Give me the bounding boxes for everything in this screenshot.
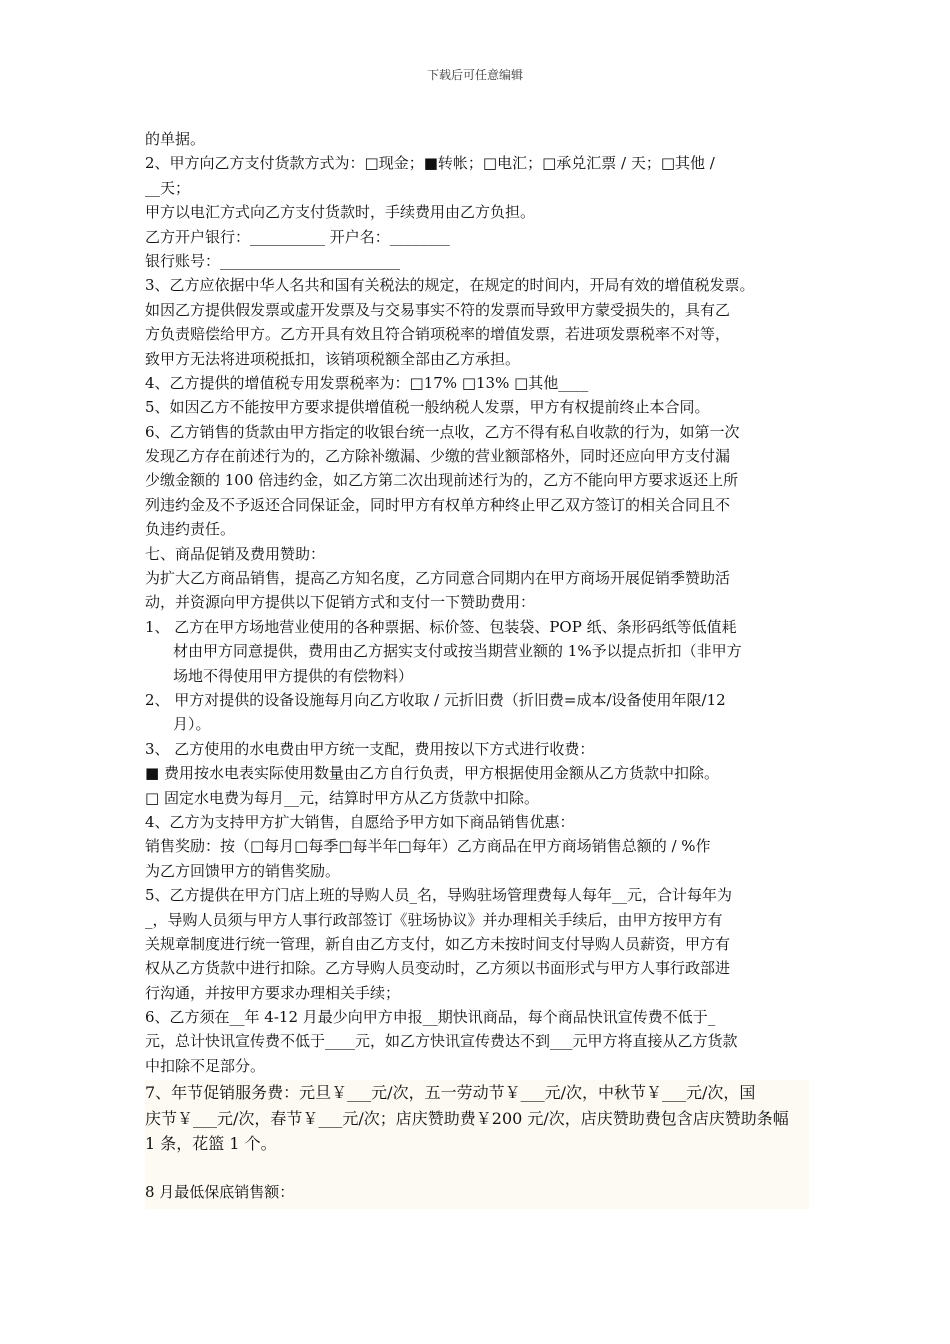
text-line: 1 条，花篮 1 个。 [145, 1134, 277, 1154]
contract-body [145, 127, 809, 1209]
text-line: 月）。 [173, 715, 211, 734]
text-line: 场地不得使用甲方提供的有偿物料） [173, 666, 414, 685]
text-line: 行沟通，并按甲方要求办理相关手续； [145, 983, 401, 1002]
text-line: 为乙方回馈甲方的销售奖励。 [145, 861, 341, 880]
holiday-promotion-section [145, 1080, 809, 1171]
text-line: 6、乙方须在__年 4-12 月最少向甲方申报__期快讯商品，每个商品快讯宣传费不低于_ [145, 1008, 716, 1027]
text-line: 负违约责任。 [145, 520, 236, 539]
text-line: 7、年节促销服务费：元旦￥___元/次，五一劳动节￥___元/次，中秋节￥___元/次，国 [145, 1083, 756, 1103]
text-line: 甲方以电汇方式向乙方支付货款时，手续费用由乙方负担。 [145, 203, 536, 222]
checkbox-line: ■ 费用按水电表实际使用数量由乙方自行负责，甲方根据使用金额从乙方货款中扣除。 [145, 764, 719, 783]
text-line: 元，总计快讯宣传费不低于____元，如乙方快讯宣传费达不到___元甲方将直接从乙方货款 [145, 1032, 738, 1051]
text-line: 动，并资源向甲方提供以下促销方式和支付一下赞助费用： [145, 593, 536, 612]
text-line: 5、乙方提供在甲方门店上班的导购人员_名，导购驻场管理费每人每年__元，合计每年为 [145, 886, 733, 905]
minimum-sales-section [145, 1171, 809, 1209]
text-line: 权从乙方货款中进行扣除。乙方导购人员变动时，乙方须以书面形式与甲方人事行政部进 [145, 959, 731, 978]
list-item: 1、 乙方在甲方场地营业使用的各种票据、标价签、包装袋、POP 纸、条形码纸等低值耗 [145, 617, 737, 636]
text-line: 致甲方无法将进项税抵扣，该销项税额全部由乙方承担。 [145, 349, 521, 368]
text-line: 销售奖励：按（□每月□每季□每半年□每年）乙方商品在甲方商场销售总额的 / %作 [145, 837, 711, 856]
list-item: 3、 乙方使用的水电费由甲方统一支配，费用按以下方式进行收费： [145, 739, 595, 758]
text-line: 8 月最低保底销售额： [145, 1182, 295, 1201]
section-heading: 七、商品促销及费用赞助： [145, 544, 326, 563]
text-line: 如因乙方提供假发票或虚开发票及与交易事实不符的发票而导致甲方蒙受损失的，具有乙 [145, 300, 731, 319]
text-line: 6、乙方销售的货款由甲方指定的收银台统一点收，乙方不得有私自收款的行为，如第一次 [145, 422, 740, 441]
list-item: 2、 甲方对提供的设备设施每月向乙方收取 / 元折旧费（折旧费=成本/设备使用年限/12 [145, 690, 726, 709]
checkbox-line: □ 固定水电费为每月__元，结算时甲方从乙方货款中扣除。 [145, 788, 539, 807]
text-line: 2、甲方向乙方支付货款方式为：□现金；■转帐；□电汇；□承兑汇票 / 天；□其他 / [145, 154, 715, 173]
text-line: 4、乙方为支持甲方扩大销售，自愿给予甲方如下商品销售优惠： [145, 812, 575, 831]
text-line: 4、乙方提供的增值税专用发票税率为：□17% □13% □其他____ [145, 373, 589, 392]
text-line: 为扩大乙方商品销售，提高乙方知名度，乙方同意合同期内在甲方商场开展促销季赞助活 [145, 569, 731, 588]
text-line: 少缴金额的 100 倍违约金，如乙方第二次出现前述行为的，乙方不能向甲方要求返还上所 [145, 471, 739, 490]
text-line: 银行账号：________________________ [145, 251, 401, 270]
text-line: 的单据。 [145, 130, 206, 148]
text-line: 发现乙方存在前述行为的，乙方除补缴漏、少缴的营业额部格外，同时还应向甲方支付漏 [145, 447, 731, 466]
text-line: 关规章制度进行统一管理，新自由乙方支付，如乙方未按时间支付导购人员薪资，甲方有 [145, 934, 731, 953]
text-line: 乙方开户银行：__________ 开户名：________ [145, 227, 450, 246]
text-line: 方负责赔偿给甲方。乙方开具有效且符合销项税率的增值发票，若进项发票税率不对等， [145, 325, 731, 344]
text-line: 中扣除不足部分。 [145, 1056, 266, 1075]
page-header: 下载后可任意编辑 [426, 68, 523, 82]
text-line: 列违约金及不予返还合同保证金，同时甲方有权单方种终止甲乙双方签订的相关合同且不 [145, 495, 731, 514]
text-line: __天； [145, 178, 191, 197]
text-line: _，导购人员须与甲方人事行政部签订《驻场协议》并办理相关手续后，由甲方按甲方有 [145, 910, 723, 929]
text-line: 3、乙方应依据中华人名共和国有关税法的规定，在规定的时间内，开局有效的增值税发票。 [145, 276, 755, 295]
text-line: 材由甲方同意提供，费用由乙方据实支付或按当期营业额的 1%予以提点折扣（非甲方 [173, 642, 742, 661]
text-line: 5、如因乙方不能按甲方要求提供增值税一般纳税人发票，甲方有权提前终止本合同。 [145, 398, 710, 417]
text-line: 庆节￥___元/次，春节￥___元/次；店庆赞助费￥200 元/次，店庆赞助费包含店庆赞助条幅 [145, 1108, 789, 1128]
